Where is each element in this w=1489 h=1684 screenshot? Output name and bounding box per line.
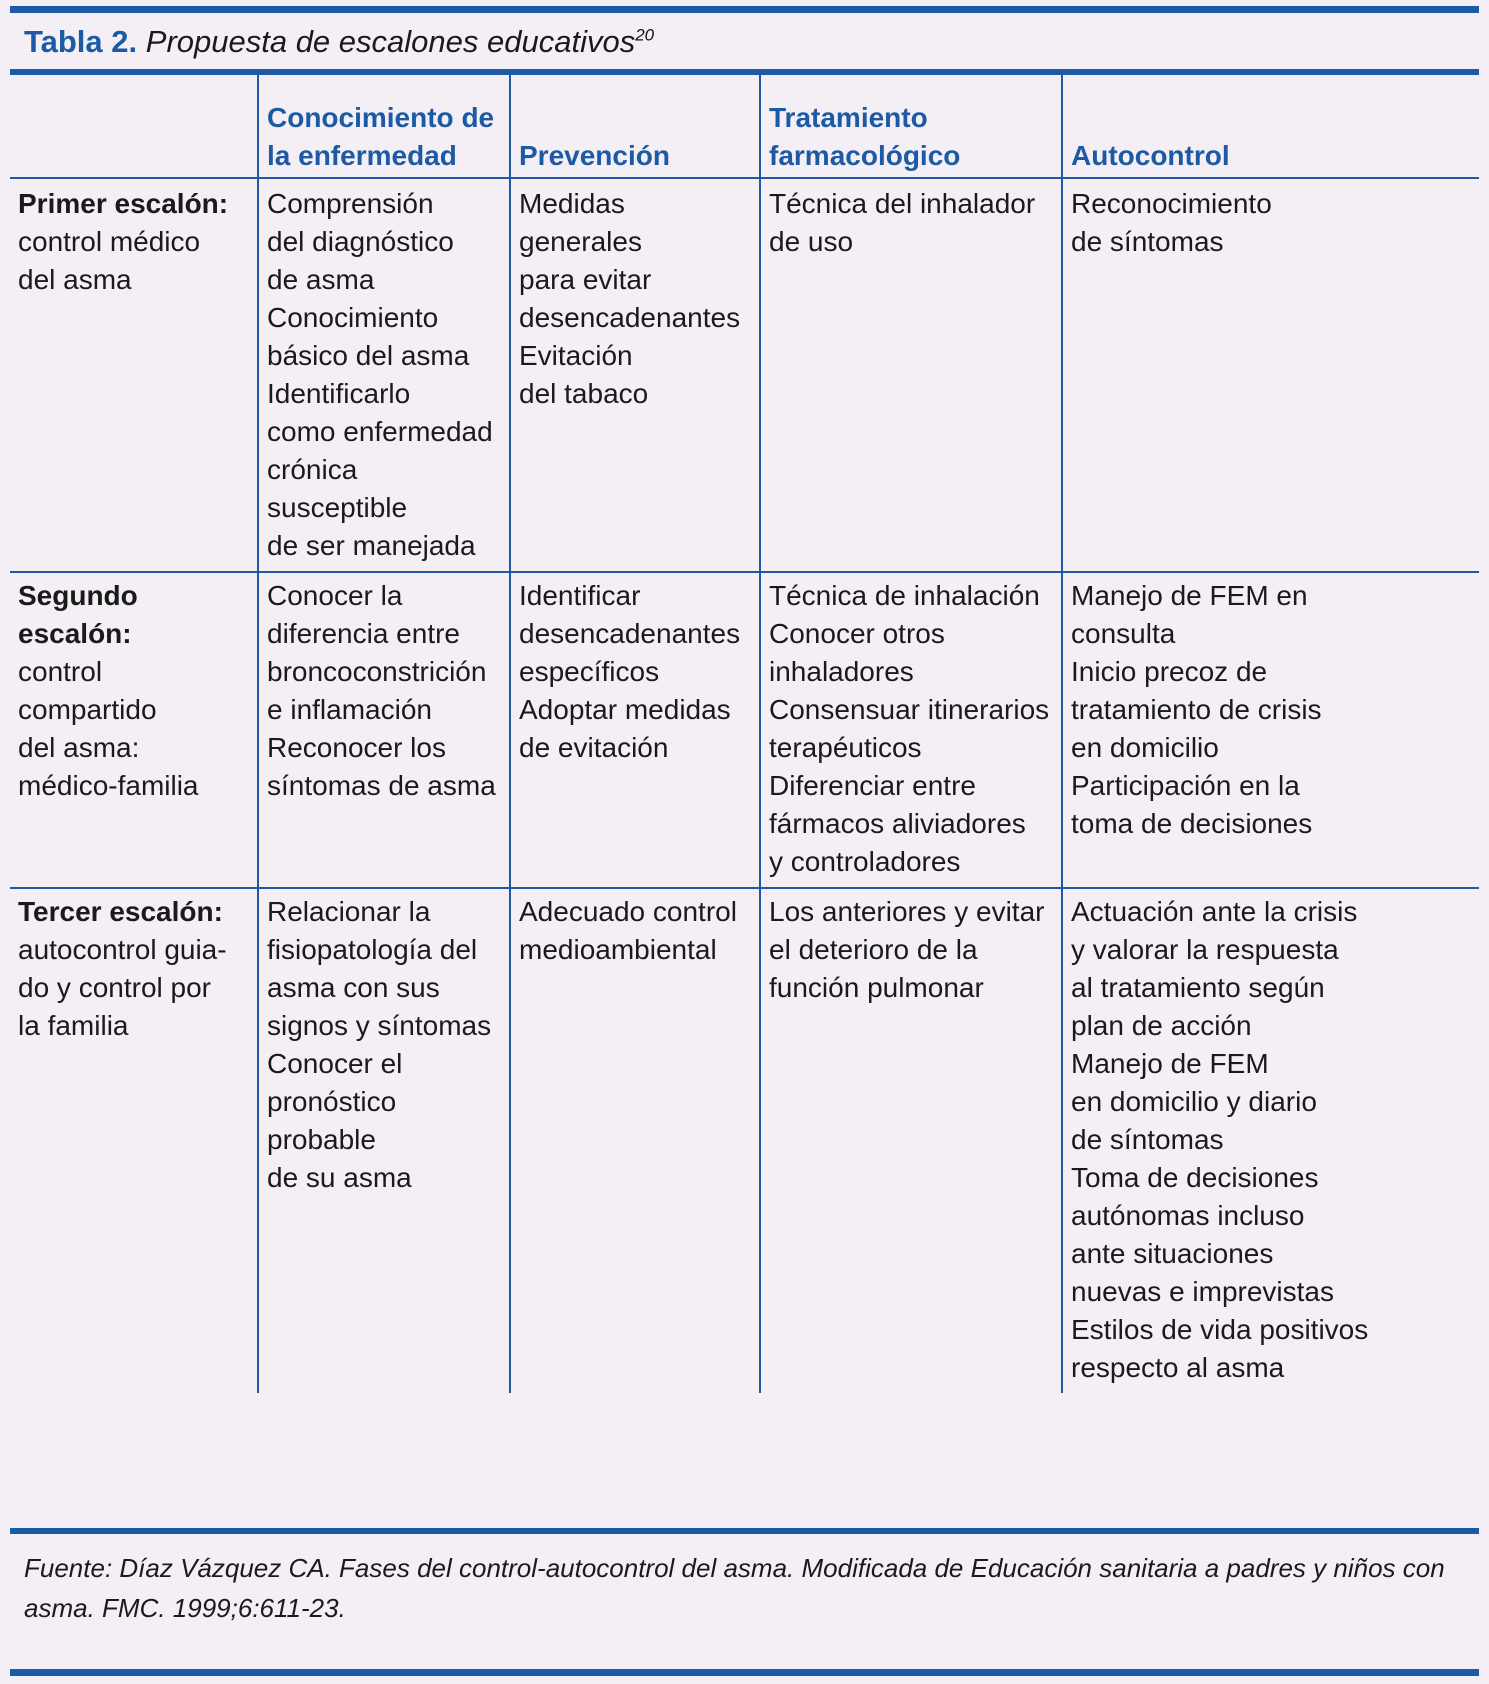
cell-line: de su asma	[267, 1162, 412, 1193]
cell-line: al tratamiento según	[1071, 972, 1325, 1003]
column-header-conocimiento-lines	[267, 99, 501, 175]
cell-line: del asma:	[18, 732, 140, 763]
cell-line: Adecuado control	[519, 896, 737, 927]
column-header-prevencion-lines	[519, 137, 751, 175]
table-row	[10, 888, 1479, 1393]
cell-line: función pulmonar	[769, 972, 984, 1003]
cell-line: de ser manejada	[267, 530, 476, 561]
cell-line: Manejo de FEM	[1071, 1048, 1269, 1079]
cell-line: Diferenciar entre	[769, 770, 976, 801]
cell-line: Conocer otros	[769, 618, 945, 649]
cell-line: autocontrol guia-	[18, 934, 227, 965]
table-title	[24, 20, 654, 64]
conocimiento-2-content	[267, 577, 501, 805]
column-header-autocontrol	[1062, 75, 1479, 178]
prevencion-2-content	[519, 577, 751, 767]
cell-line: Reconocer los	[267, 732, 446, 763]
cell-line: de evitación	[519, 732, 669, 763]
cell-line: Evitación	[519, 340, 633, 371]
cell-line: crónica susceptible	[267, 454, 408, 523]
cell-line: Conocer el	[267, 1048, 403, 1079]
tratamiento-3-content	[769, 893, 1053, 1007]
cell-line: respecto al asma	[1071, 1352, 1285, 1383]
top-rule	[10, 6, 1479, 13]
source-note: Fuente: Díaz Vázquez CA. Fases del control-autocontrol del asma. Modificada de Educación sanitaria a padres y niños con asma. FMC. 1999;6:611-23.	[24, 1553, 1445, 1623]
step-2-content	[18, 577, 249, 805]
cell-autocontrol-1	[1062, 178, 1479, 572]
conocimiento-3-content	[267, 893, 501, 1197]
bottom-rule	[10, 1669, 1479, 1676]
table-title-superscript: 20	[635, 25, 655, 45]
cell-line: fisiopatología del	[267, 934, 478, 965]
step-3-content	[18, 893, 249, 1045]
cell-line: Técnica de inhalación	[769, 580, 1040, 611]
cell-line: nuevas e imprevistas	[1071, 1276, 1335, 1307]
cell-line: Conocimiento	[267, 302, 439, 333]
cell-autocontrol-2	[1062, 572, 1479, 888]
prevencion-1-content	[519, 185, 751, 413]
table-grid	[10, 75, 1479, 1528]
cell-line: básico del asma	[267, 340, 470, 371]
cell-line: Medidas generales	[519, 188, 642, 257]
table-row	[10, 178, 1479, 572]
cell-line: compartido	[18, 694, 157, 725]
cell-line: del diagnóstico	[267, 226, 454, 257]
cell-line: Conocer la	[267, 580, 403, 611]
column-header-autocontrol-lines	[1071, 137, 1471, 175]
cell-line: ante situaciones	[1071, 1238, 1274, 1269]
cell-line: de asma	[267, 264, 375, 295]
cell-line: fármacos aliviadores	[769, 808, 1026, 839]
cell-step-2	[10, 572, 258, 888]
tratamiento-2-content	[769, 577, 1053, 881]
cell-line: inhaladores	[769, 656, 914, 687]
cell-line: Los anteriores y evitar	[769, 896, 1045, 927]
cell-line: Reconocimiento	[1071, 188, 1272, 219]
cell-line: Comprensión	[267, 188, 434, 219]
cell-line: Inicio precoz de	[1071, 656, 1268, 687]
cell-line: para evitar	[519, 264, 652, 295]
cell-line: toma de decisiones	[1071, 808, 1313, 839]
tratamiento-1-content	[769, 185, 1053, 261]
cell-line: Adoptar medidas	[519, 694, 731, 725]
cell-conocimiento-1	[258, 178, 510, 572]
table-header-row	[10, 75, 1479, 178]
cell-tratamiento-1	[760, 178, 1062, 572]
cell-line: signos y síntomas	[267, 1010, 492, 1041]
escalones-table	[10, 75, 1479, 1393]
cell-step-1	[10, 178, 258, 572]
cell-line: e inflamación	[267, 694, 432, 725]
autocontrol-3-content	[1071, 893, 1471, 1387]
header-line: Autocontrol	[1071, 140, 1230, 171]
cell-line: diferencia entre	[267, 618, 461, 649]
cell-prevencion-2	[510, 572, 760, 888]
header-line: la enfermedad	[267, 140, 457, 171]
step-1-content	[18, 185, 249, 299]
step-title: Tercer escalón:	[18, 896, 223, 927]
cell-line: broncoconstrición	[267, 656, 487, 687]
cell-line: pronóstico	[267, 1086, 397, 1117]
cell-prevencion-3	[510, 888, 760, 1393]
cell-line: del asma	[18, 264, 132, 295]
cell-line: Identificar	[519, 580, 641, 611]
source-rule	[10, 1528, 1479, 1534]
cell-line: medioambiental	[519, 934, 717, 965]
cell-line: desencadenantes	[519, 302, 741, 333]
cell-line: de síntomas	[1071, 1124, 1224, 1155]
cell-line: de síntomas	[1071, 226, 1224, 257]
column-header-tratamiento	[760, 75, 1062, 178]
cell-line: como enfermedad	[267, 416, 493, 447]
cell-step-3	[10, 888, 258, 1393]
step-title: Segundo escalón:	[18, 580, 138, 649]
cell-line: Participación en la	[1071, 770, 1300, 801]
cell-line: terapéuticos	[769, 732, 922, 763]
cell-line: plan de acción	[1071, 1010, 1252, 1041]
cell-tratamiento-3	[760, 888, 1062, 1393]
header-line: Prevención	[519, 140, 670, 171]
autocontrol-1-content	[1071, 185, 1471, 261]
cell-line: y valorar la respuesta	[1071, 934, 1339, 965]
cell-conocimiento-3	[258, 888, 510, 1393]
cell-line: de uso	[769, 226, 854, 257]
header-line: Conocimiento de	[267, 102, 495, 133]
cell-line: asma con sus	[267, 972, 440, 1003]
cell-line: en domicilio y diario	[1071, 1086, 1317, 1117]
cell-prevencion-1	[510, 178, 760, 572]
cell-line: Relacionar la	[267, 896, 431, 927]
cell-line: control	[18, 656, 103, 687]
cell-line: la familia	[18, 1010, 129, 1041]
cell-autocontrol-3	[1062, 888, 1479, 1393]
cell-line: específicos	[519, 656, 660, 687]
cell-line: Identificarlo	[267, 378, 411, 409]
header-line: farmacológico	[769, 140, 961, 171]
header-line: Tratamiento	[769, 102, 928, 133]
cell-line: Consensuar itinerarios	[769, 694, 1050, 725]
step-title: Primer escalón:	[18, 188, 229, 219]
prevencion-3-content	[519, 893, 751, 969]
autocontrol-2-content	[1071, 577, 1471, 843]
cell-line: control médico	[18, 226, 201, 257]
cell-line: do y control por	[18, 972, 211, 1003]
table-number: Tabla 2.	[24, 24, 138, 59]
cell-line: consulta	[1071, 618, 1176, 649]
table-body	[10, 178, 1479, 1393]
cell-line: del tabaco	[519, 378, 649, 409]
table-caption: Propuesta de escalones educativos	[145, 24, 636, 59]
cell-line: probable	[267, 1124, 376, 1155]
cell-conocimiento-2	[258, 572, 510, 888]
cell-line: y controladores	[769, 846, 961, 877]
table-row	[10, 572, 1479, 888]
cell-line: síntomas de asma	[267, 770, 496, 801]
cell-line: Actuación ante la crisis	[1071, 896, 1358, 927]
column-header-tratamiento-lines	[769, 99, 1053, 175]
cell-line: tratamiento de crisis	[1071, 694, 1322, 725]
cell-line: autónomas incluso	[1071, 1200, 1305, 1231]
cell-line: Toma de decisiones	[1071, 1162, 1319, 1193]
cell-line: Técnica del inhalador	[769, 188, 1036, 219]
column-header-prevencion	[510, 75, 760, 178]
cell-line: Manejo de FEM en	[1071, 580, 1308, 611]
cell-line: el deterioro de la	[769, 934, 978, 965]
cell-tratamiento-2	[760, 572, 1062, 888]
column-header-step	[10, 75, 258, 178]
cell-line: en domicilio	[1071, 732, 1219, 763]
cell-line: médico-familia	[18, 770, 199, 801]
cell-line: desencadenantes	[519, 618, 741, 649]
cell-line: Estilos de vida positivos	[1071, 1314, 1369, 1345]
conocimiento-1-content	[267, 185, 501, 565]
column-header-conocimiento	[258, 75, 510, 178]
